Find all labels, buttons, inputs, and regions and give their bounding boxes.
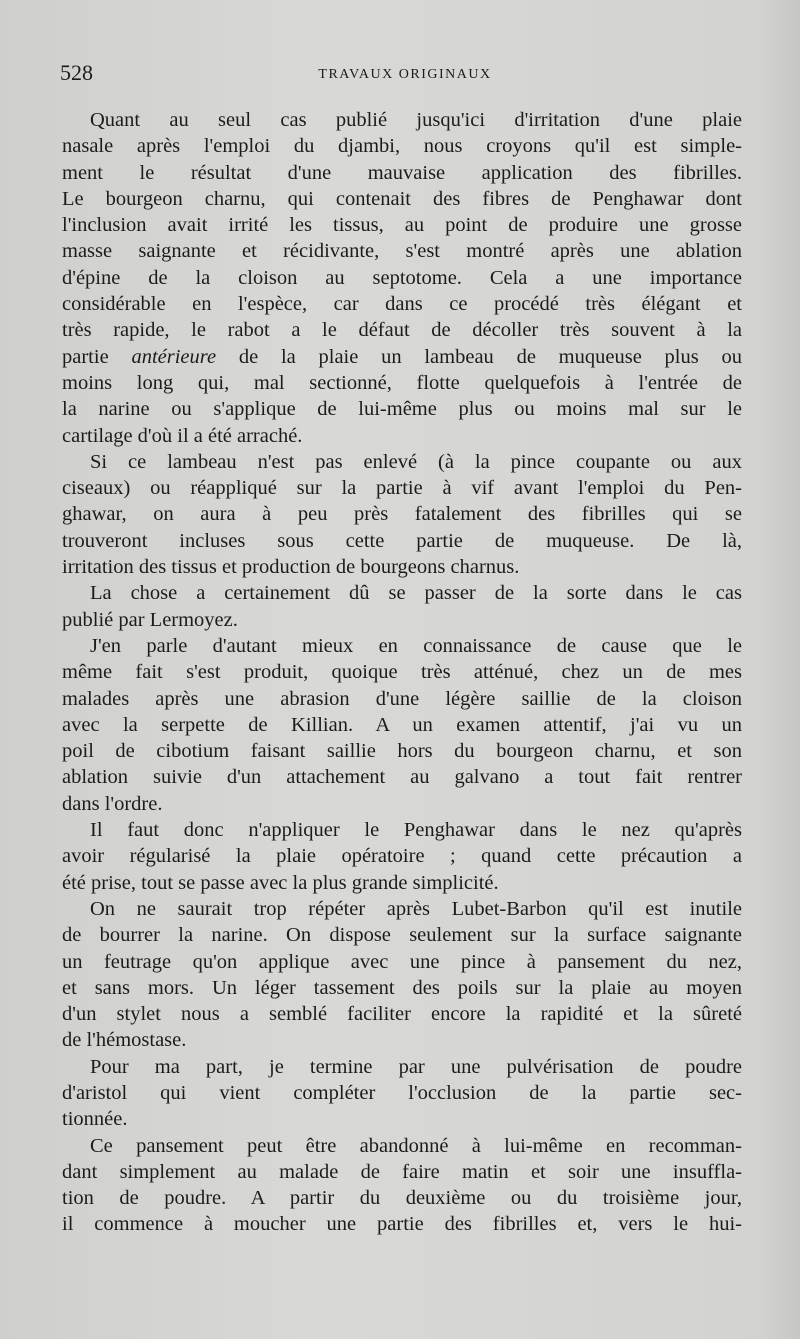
text-line: d'aristol qui vient compléter l'occlusion de la partie sec-	[62, 1081, 742, 1104]
text-line: très rapide, le rabot a le défaut de décoller très souvent à la	[62, 319, 742, 342]
text-line: ment le résultat d'une mauvaise application des fibrilles.	[62, 161, 742, 184]
text-line: On ne saurait trop répéter après Lubet-Barbon qu'il est inutile	[90, 897, 742, 920]
text-line: l'inclusion avait irrité les tissus, au point de produire une grosse	[62, 214, 742, 237]
text-line: été prise, tout se passe avec la plus grande simplicité.	[62, 871, 499, 894]
text-line: considérable en l'espèce, car dans ce procédé très élégant et	[62, 293, 742, 316]
text-line: Ce pansement peut être abandonné à lui-même en recomman-	[90, 1134, 742, 1157]
text-line: dans l'ordre.	[62, 792, 163, 815]
text-line: un feutrage qu'on applique avec une pince à pansement du nez,	[62, 950, 742, 973]
text-segment: de la plaie un lambeau de muqueuse plus ou	[216, 345, 742, 368]
text-line: d'épine de la cloison au septotome. Cela a une importance	[62, 266, 742, 289]
text-line: tion de poudre. A partir du deuxième ou du troisième jour,	[62, 1187, 742, 1210]
page-edge-shadow	[760, 0, 800, 1339]
text-line: ghawar, on aura à peu près fatalement des fibrilles qui se	[62, 503, 742, 526]
italic-word: antérieure	[131, 345, 217, 368]
text-line: même fait s'est produit, quoique très atténué, chez un de mes	[62, 661, 742, 684]
running-head	[60, 58, 750, 88]
page-number: 528	[60, 60, 93, 85]
text-line: J'en parle d'autant mieux en connaissance de cause que le	[90, 634, 742, 657]
text-line: trouveront incluses sous cette partie de muqueuse. De là,	[62, 529, 742, 552]
text-line: cartilage d'où il a été arraché.	[62, 424, 303, 447]
text-line: Il faut donc n'appliquer le Penghawar dans le nez qu'après	[90, 819, 742, 842]
text-line: masse saignante et récidivante, s'est montré après une ablation	[62, 240, 742, 263]
text-line: publié par Lermoyez.	[62, 608, 238, 631]
text-line: de l'hémostase.	[62, 1029, 187, 1052]
text-line: avoir régularisé la plaie opératoire ; quand cette précaution a	[62, 845, 742, 868]
text-line: tionnée.	[62, 1108, 128, 1131]
text-line: de bourrer la narine. On dispose seulement sur la surface saignante	[62, 924, 742, 947]
text-line: la narine ou s'applique de lui-même plus ou moins mal sur le	[62, 398, 742, 421]
text-line: irritation des tissus et production de bourgeons charnus.	[62, 556, 520, 579]
text-line: La chose a certainement dû se passer de la sorte dans le cas	[90, 582, 742, 605]
text-segment: partie	[62, 345, 132, 368]
text-line: ablation suivie d'un attachement au galvano a tout fait rentrer	[62, 766, 742, 789]
text-line: et sans mors. Un léger tassement des poils sur la plaie au moyen	[62, 976, 742, 999]
text-line: poil de cibotium faisant saillie hors du bourgeon charnu, et son	[62, 740, 742, 763]
text-line: dant simplement au malade de faire matin et soir une insuffla-	[62, 1160, 742, 1183]
text-line: il commence à moucher une partie des fibrilles et, vers le hui-	[62, 1213, 742, 1236]
text-line: malades après une abrasion d'une légère saillie de la cloison	[62, 687, 742, 710]
text-line: avec la serpette de Killian. A un examen attentif, j'ai vu un	[62, 713, 742, 736]
body-text	[62, 107, 742, 1238]
text-line: Pour ma part, je termine par une pulvérisation de poudre	[90, 1055, 742, 1078]
text-line: Le bourgeon charnu, qui contenait des fibres de Penghawar dont	[62, 187, 742, 210]
text-line: d'un stylet nous a semblé faciliter encore la rapidité et la sûreté	[62, 1003, 742, 1026]
text-line: ciseaux) ou réappliqué sur la partie à vif avant l'emploi du Pen-	[62, 477, 742, 500]
text-line: Quant au seul cas publié jusqu'ici d'irritation d'une plaie	[90, 109, 742, 131]
text-line: moins long qui, mal sectionné, flotte quelquefois à l'entrée de	[62, 371, 742, 394]
running-title: TRAVAUX ORIGINAUX	[318, 67, 492, 82]
text-line: nasale après l'emploi du djambi, nous croyons qu'il est simple-	[62, 135, 742, 158]
text-line: Si ce lambeau n'est pas enlevé (à la pince coupante ou aux	[90, 450, 742, 473]
text-line	[62, 344, 742, 370]
